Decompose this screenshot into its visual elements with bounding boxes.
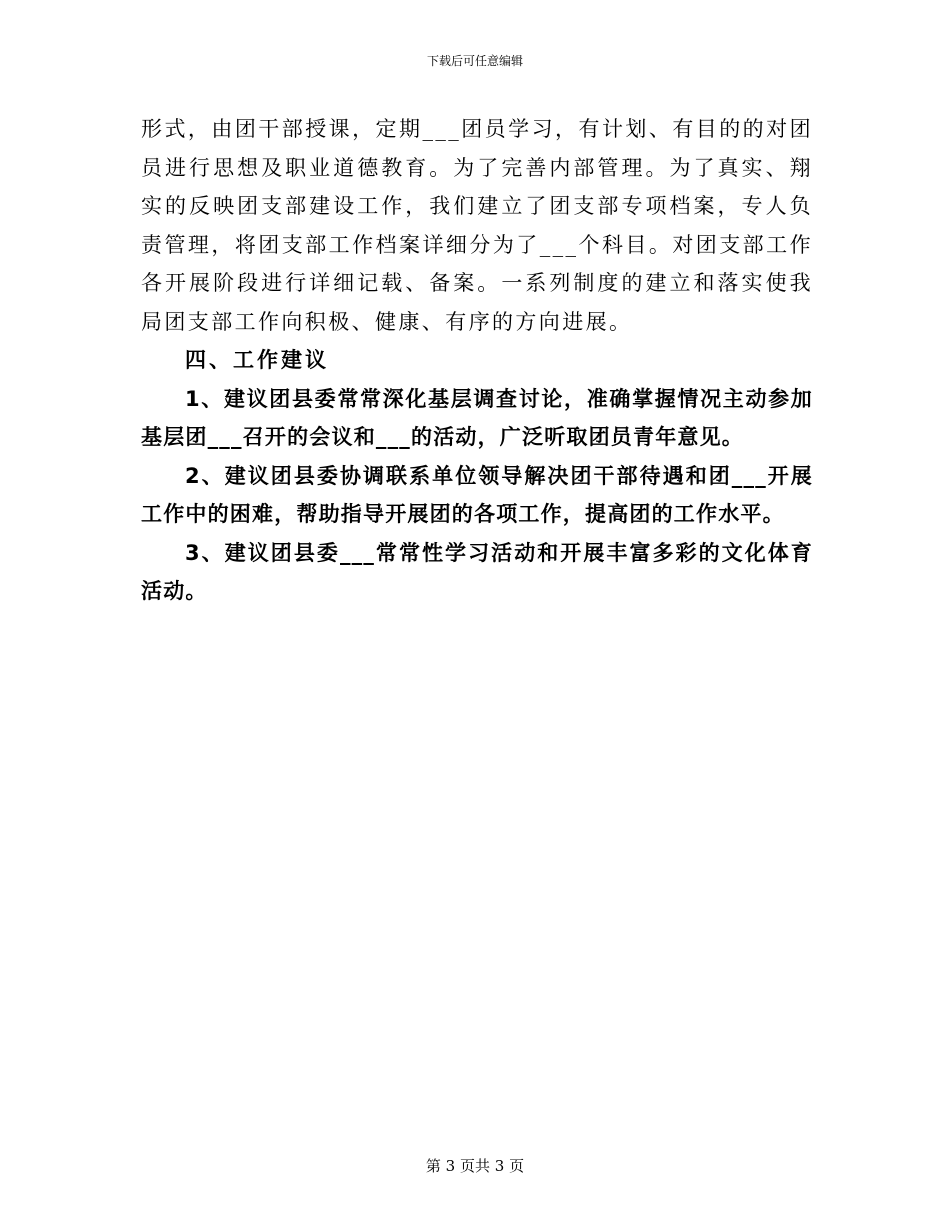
suggestion-item-2: 2、建议团县委协调联系单位领导解决团干部待遇和团___开展工作中的困难，帮助指导开展团的各项工作，提高团的工作水平。 bbox=[141, 463, 813, 526]
document-body bbox=[141, 110, 813, 611]
page-number: 第 3 页共 3 页 bbox=[425, 1157, 525, 1175]
suggestion-item-3: 3、建议团县委___常常性学习活动和开展丰富多彩的文化体育活动。 bbox=[141, 540, 813, 603]
suggestion-item-1: 1、建议团县委常常深化基层调查讨论，准确掌握情况主动参加基层团___召开的会议和___的活动，广泛听取团员青年意见。 bbox=[141, 386, 813, 449]
body-paragraph: 形式，由团干部授课，定期___团员学习，有计划、有目的的对团员进行思想及职业道德教育。为了完善内部管理。为了真实、翔实的反映团支部建设工作，我们建立了团支部专项档案，专人负责管理，将团支部工作档案详细分为了___个科目。对团支部工作各开展阶段进行详细记载、备案。一系列制度的建立和落实使我局团支部工作向积极、健康、有序的方向进展。 bbox=[141, 117, 813, 334]
page-header: 下载后可任意编辑 bbox=[426, 54, 523, 68]
section-heading: 四、工作建议 bbox=[185, 348, 329, 372]
